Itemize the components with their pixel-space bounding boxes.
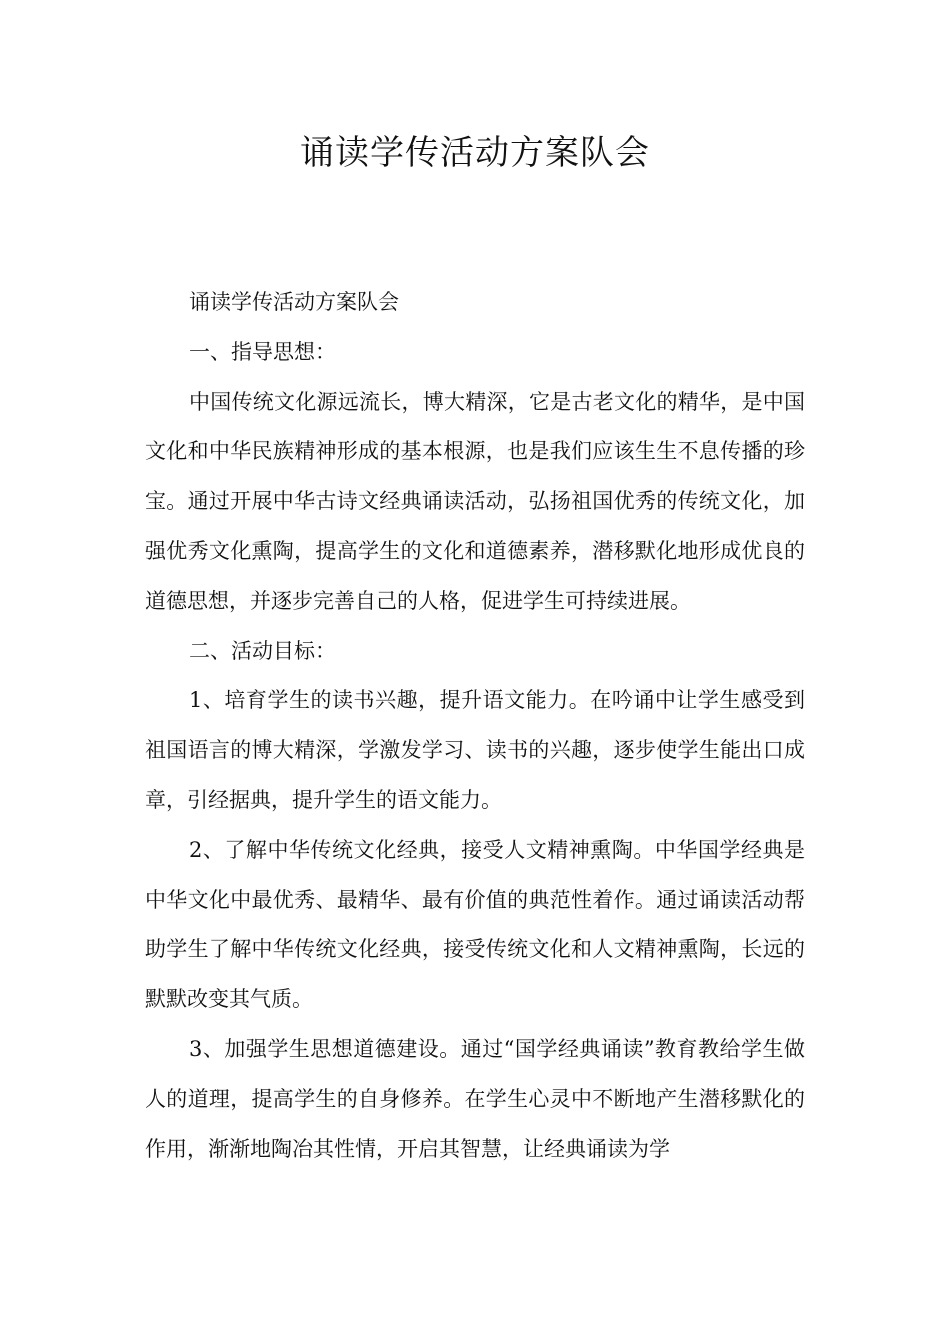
section-heading-guiding-ideology: 一、指导思想： xyxy=(189,339,336,364)
section-heading-activity-goals: 二、活动目标： xyxy=(189,638,336,663)
paragraph-goal-2: 2、了解中华传统文化经典，接受人文精神熏陶。中华国学经典是中华文化中最优秀、最精华、最有价值的典范性着作。通过诵读活动帮助学生了解中华传统文化经典，接受传统文化和人文精神熏陶，长远的默默改变其气质。 xyxy=(145,837,805,1012)
paragraph-goal-1: 1、培育学生的读书兴趣，提升语文能力。在吟诵中让学生感受到祖国语言的博大精深，学激发学习、读书的兴趣，逐步使学生能出口成章，引经据典，提升学生的语文能力。 xyxy=(145,688,805,812)
paragraph-guiding-ideology: 中国传统文化源远流长，博大精深，它是古老文化的精华，是中国文化和中华民族精神形成的基本根源，也是我们应该生生不息传播的珍宝。通过开展中华古诗文经典诵读活动，弘扬祖国优秀的传统文化，加强优秀文化熏陶，提高学生的文化和道德素养，潜移默化地形成优良的道德思想，并逐步完善自己的人格，促进学生可持续进展。 xyxy=(145,389,805,613)
document-title: 诵读学传活动方案队会 xyxy=(300,133,650,173)
paragraph-goal-3: 3、加强学生思想道德建设。通过“国学经典诵读”教育教给学生做人的道理，提高学生的自身修养。在学生心灵中不断地产生潜移默化的作用，渐渐地陶冶其性情，开启其智慧，让经典诵读为学 xyxy=(145,1036,805,1161)
document-body xyxy=(145,278,805,1174)
paragraph-heading: 诵读学传活动方案队会 xyxy=(189,290,399,314)
